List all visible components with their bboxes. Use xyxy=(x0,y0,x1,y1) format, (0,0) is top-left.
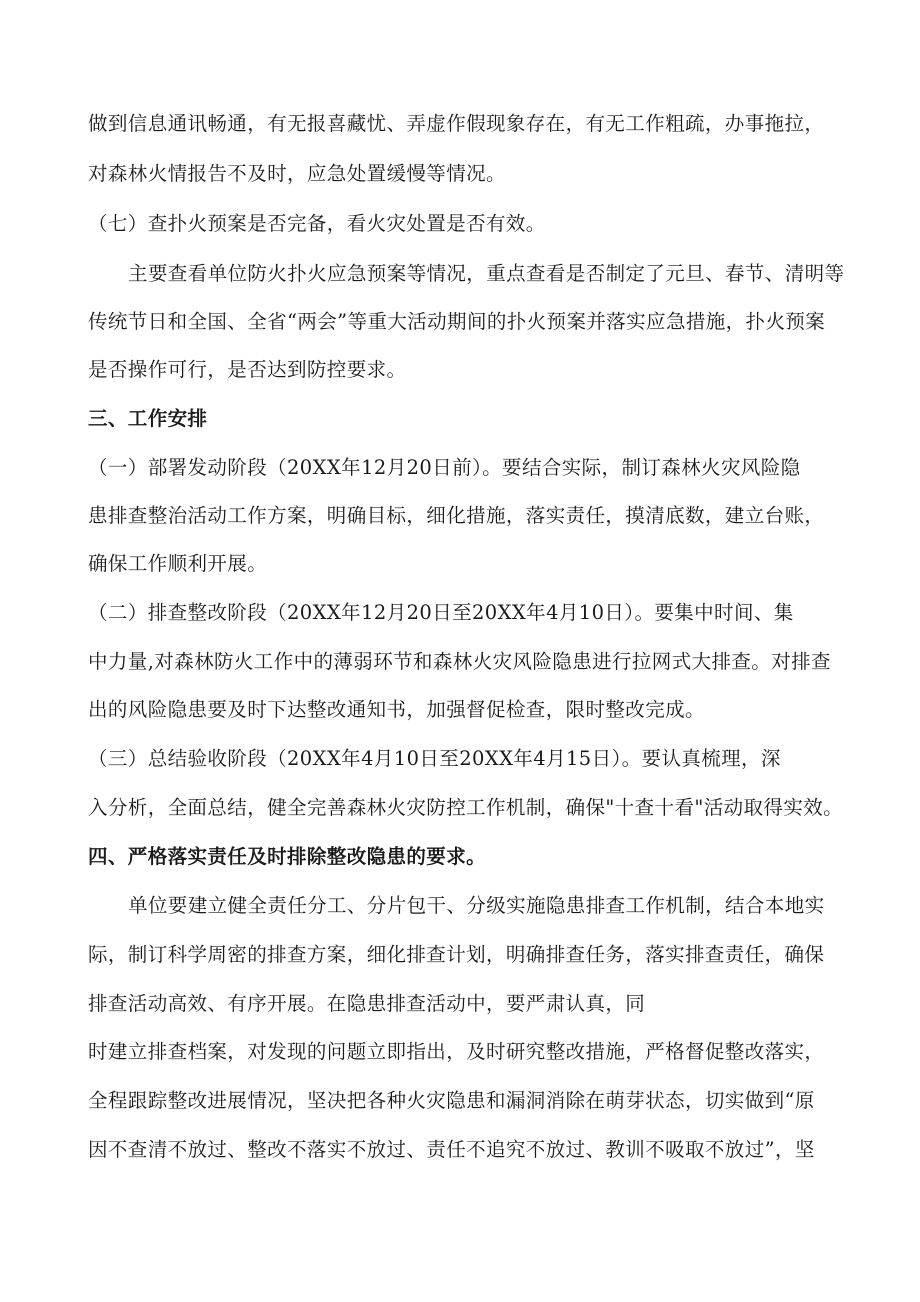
body-line-18: 际，制订科学周密的排查方案，细化排查计划，明确排查任务，落实排查责任，确保 xyxy=(88,943,825,966)
body-line-10: 确保工作顺利开展。 xyxy=(88,552,268,575)
body-line-14: （三）总结验收阶段（20XX年4月10日至20XX年4月15日）。要认真梳理，深 xyxy=(88,747,781,770)
body-line-2: 对森林火情报告不及时，应急处置缓慢等情况。 xyxy=(88,162,506,185)
body-line-8: （一）部署发动阶段（20XX年12月20日前）。要结合实际，制订森林火灾风险隐 xyxy=(88,456,801,479)
section-heading-3: 三、工作安排 xyxy=(88,407,208,430)
body-line-19: 排查活动高效、有序开展。在隐患排查活动中，要严肃认真，同 xyxy=(88,992,646,1015)
body-line-12: 中力量,对森林防火工作中的薄弱环节和森林火灾风险隐患进行拉网式大排查。对排查 xyxy=(88,650,831,673)
body-line-11: （二）排查整改阶段（20XX年12月20日至20XX年4月10日）。要集中时间、集 xyxy=(88,601,794,624)
body-line-17: 单位要建立健全责任分工、分片包干、分级实施隐患排查工作机制，结合本地实 xyxy=(128,894,825,917)
body-line-5: 传统节日和全国、全省“两会”等重大活动期间的扑火预案并落实应急措施，扑火预案 xyxy=(88,310,826,333)
body-line-4: 主要查看单位防火扑火应急预案等情况，重点查看是否制定了元旦、春节、清明等 xyxy=(128,262,845,285)
body-line-20: 时建立排查档案，对发现的问题立即指出，及时研究整改措施，严格督促整改落实， xyxy=(88,1040,825,1063)
body-line-15: 入分析，全面总结，健全完善森林火灾防控工作机制，确保"十查十看"活动取得实效。 xyxy=(88,796,844,819)
section-heading-4: 四、严格落实责任及时排除整改隐患的要求。 xyxy=(88,845,487,868)
body-line-1: 做到信息通讯畅通，有无报喜藏忧、弄虚作假现象存在，有无工作粗疏，办事拖拉， xyxy=(88,112,825,135)
subheading-7: （七）查扑火预案是否完备，看火灾处置是否有效。 xyxy=(88,212,546,235)
body-line-6: 是否操作可行，是否达到防控要求。 xyxy=(88,358,407,381)
body-line-21: 全程跟踪整改进展情况，坚决把各种火灾隐患和漏洞消除在萌芽状态，切实做到“原 xyxy=(88,1089,815,1112)
body-line-9: 患排查整治活动工作方案，明确目标，细化措施，落实责任，摸清底数，建立台账， xyxy=(88,504,825,527)
body-line-13: 出的风险隐患要及时下达整改通知书，加强督促检查，限时整改完成。 xyxy=(88,698,705,721)
body-line-22: 因不查清不放过、整改不落实不放过、责任不追究不放过、教训不吸取不放过”，坚 xyxy=(88,1138,815,1161)
